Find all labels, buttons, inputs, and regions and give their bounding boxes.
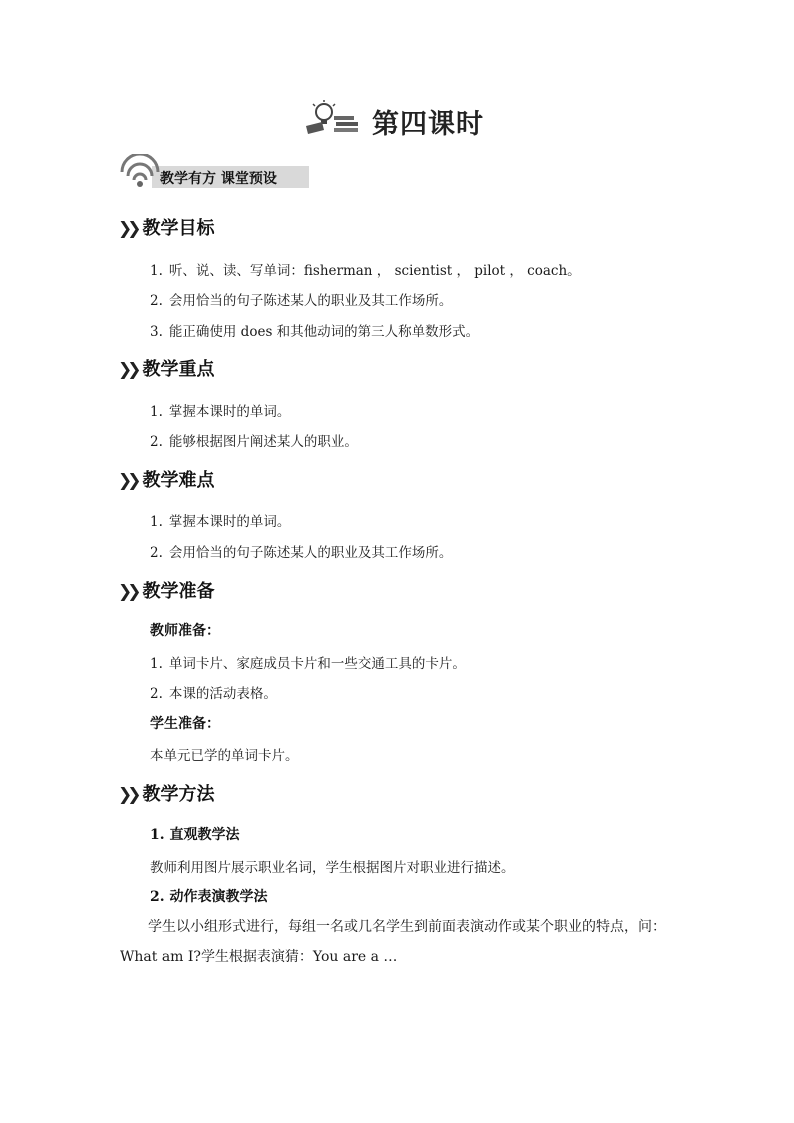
title-block <box>0 100 794 140</box>
student-prep-label: 学生准备： <box>150 716 220 732</box>
item-text: 能够根据图片阐述某人的职业。 <box>168 434 358 450</box>
page-title: 第四课时 <box>372 109 484 140</box>
item-text: 掌握本课时的单词。 <box>168 514 291 530</box>
heading-preparation <box>118 577 215 603</box>
heading-text: 教学目标 <box>142 218 215 239</box>
heading-text: 教学难点 <box>142 470 215 491</box>
method-title: 1. 直观教学法 <box>150 827 240 843</box>
method-title: 2. 动作表演教学法 <box>150 889 268 905</box>
item-text: 能正确使用 does 和其他动词的第三人称单数形式。 <box>168 324 480 340</box>
double-chevron-icon: ❯❯ <box>118 219 137 239</box>
double-chevron-icon: ❯❯ <box>118 582 137 602</box>
method-paragraph <box>120 912 676 972</box>
heading-difficulties <box>118 466 215 492</box>
heading-text: 教学方法 <box>142 784 215 805</box>
heading-teaching-goals <box>118 214 215 240</box>
item-text: 会用恰当的句子陈述某人的职业及其工作场所。 <box>168 545 453 561</box>
item-number: 1. <box>150 263 163 279</box>
item-text: 掌握本课时的单词。 <box>168 404 291 420</box>
list-item <box>150 400 290 420</box>
paragraph-text: 学生以小组形式进行，每组一名或几名学生到前面表演动作或某个职业的特点，问：What am I?学生根据表演猜：You are a … <box>120 919 666 965</box>
item-number: 2. <box>150 434 163 450</box>
list-item <box>150 682 277 702</box>
list-item <box>150 320 479 340</box>
item-number: 2. <box>150 686 163 702</box>
teacher-prep-label: 教师准备： <box>150 623 220 639</box>
item-text: 单词卡片、家庭成员卡片和一些交通工具的卡片。 <box>168 656 466 672</box>
list-item <box>150 289 452 309</box>
method-text: 教师利用图片展示职业名词，学生根据图片对职业进行描述。 <box>150 860 515 876</box>
list-item <box>150 510 290 530</box>
heading-methods <box>118 780 215 806</box>
banner-label: 教学有方 课堂预设 <box>160 171 277 187</box>
signal-waves-icon <box>118 154 162 190</box>
lightbulb-books-icon <box>304 100 364 136</box>
double-chevron-icon: ❯❯ <box>118 360 137 380</box>
item-number: 1. <box>150 404 163 420</box>
list-item <box>150 430 358 450</box>
list-item <box>150 541 452 561</box>
double-chevron-icon: ❯❯ <box>118 471 137 491</box>
item-number: 3. <box>150 324 163 340</box>
item-number: 2. <box>150 293 163 309</box>
student-prep-text: 本单元已学的单词卡片。 <box>150 748 299 764</box>
item-number: 1. <box>150 656 163 672</box>
heading-text: 教学重点 <box>142 359 215 380</box>
heading-key-points <box>118 355 215 381</box>
section-banner <box>118 154 310 190</box>
heading-text: 教学准备 <box>142 581 215 602</box>
item-text: 会用恰当的句子陈述某人的职业及其工作场所。 <box>168 293 453 309</box>
item-text: 本课的活动表格。 <box>168 686 277 702</box>
list-item <box>150 259 581 279</box>
list-item <box>150 652 466 672</box>
item-number: 2. <box>150 545 163 561</box>
item-number: 1. <box>150 514 163 530</box>
item-text: 听、说、读、写单词：fisherman ， scientist ， pilot ， coach。 <box>168 263 581 279</box>
double-chevron-icon: ❯❯ <box>118 785 137 805</box>
